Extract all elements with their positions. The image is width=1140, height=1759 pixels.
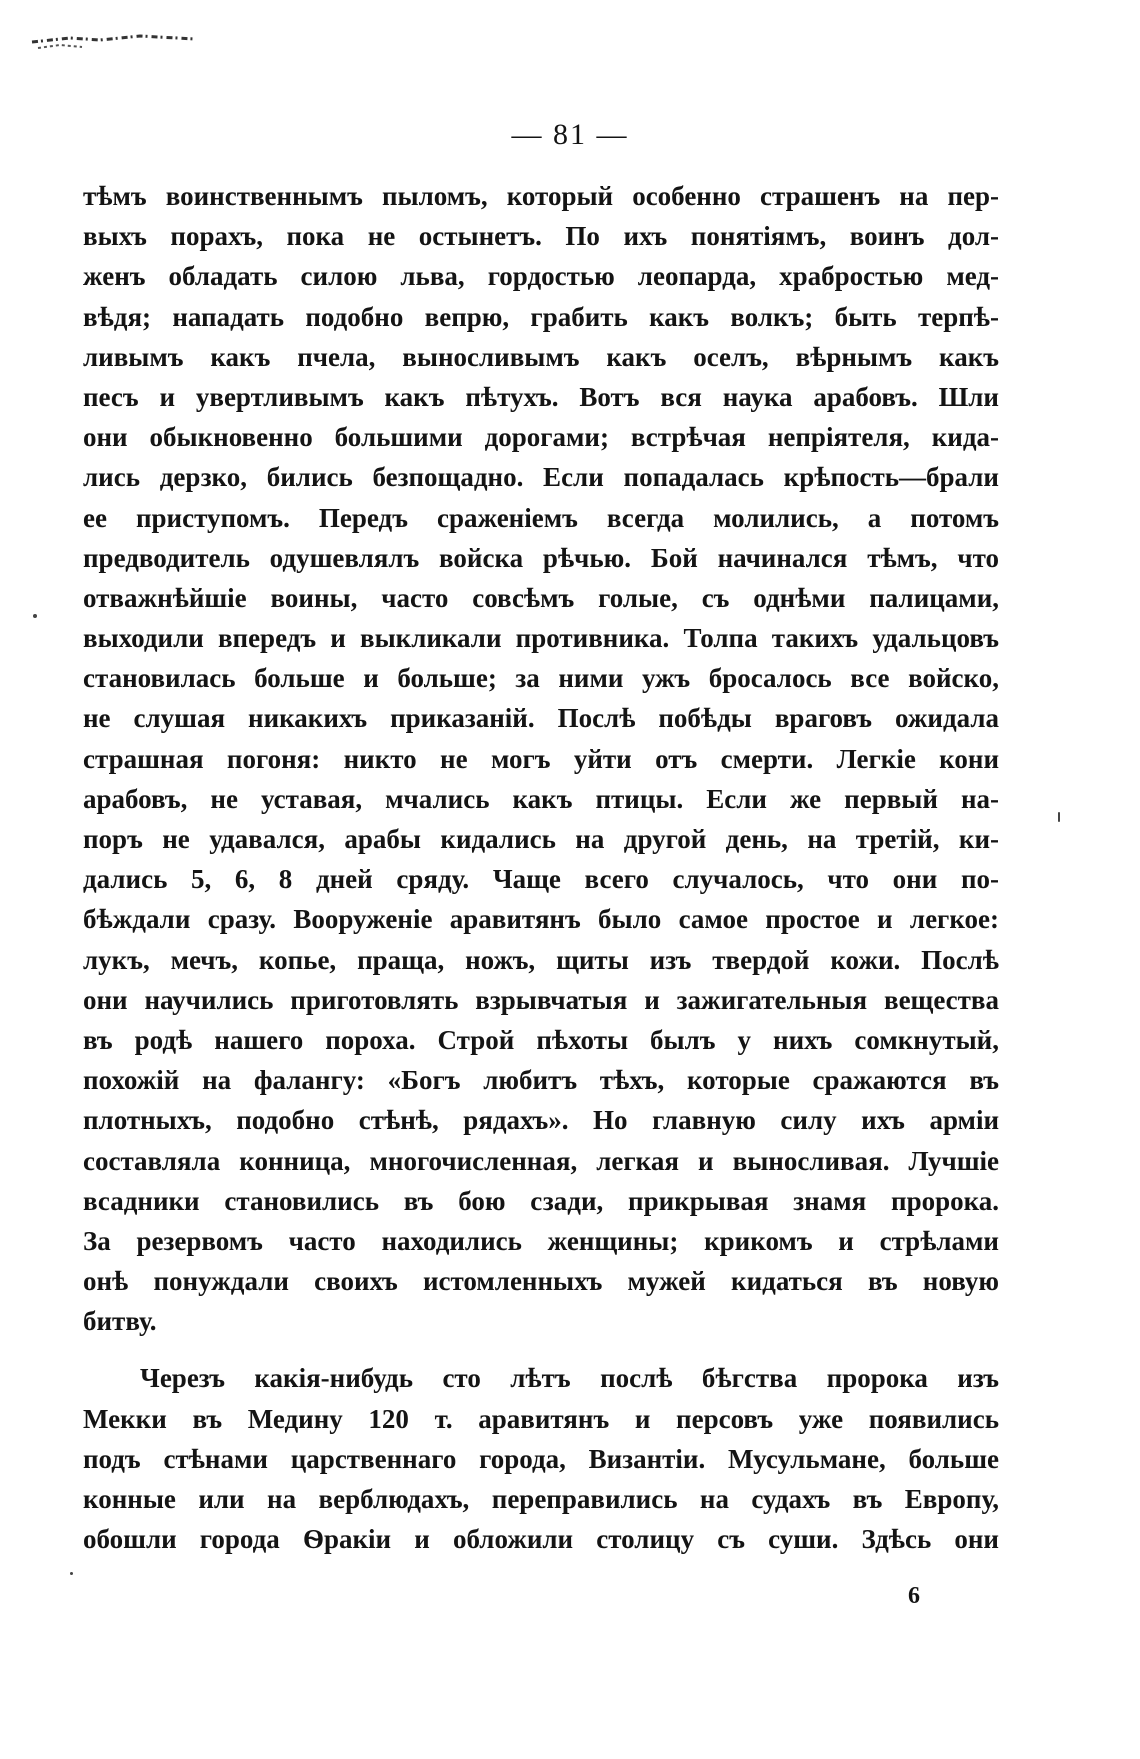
text-line: плотныхъ, подобно стѣнѣ, рядахъ». Но главную силу ихъ армiи (83, 1105, 999, 1136)
text-line: обошли города Ѳракiи и обложили столицу съ суши. Здѣсь они (83, 1524, 999, 1555)
paragraph-gap (83, 1341, 999, 1358)
text-line: Мекки въ Медину 120 т. аравитянъ и персовъ уже появились (83, 1403, 999, 1434)
text-line: предводитель одушевлялъ войска рѣчью. Бой начинался тѣмъ, что (83, 542, 999, 573)
text-line: песъ и увертливымъ какъ пѣтухъ. Вотъ вся наука арабовъ. Шли (83, 381, 999, 412)
text-line: вѣдя; нападать подобно вепрю, грабить какъ волкъ; быть терпѣ- (83, 301, 999, 332)
text-line: выхъ порахъ, пока не остынетъ. По ихъ понятiямъ, воинъ дол- (83, 221, 999, 252)
text-line: арабовъ, не уставая, мчались какъ птицы. Если же первый на- (83, 783, 999, 814)
text-line: лись дерзко, бились безпощадно. Если попадалась крѣпость—брали (83, 462, 999, 493)
text-line: женъ обладать силою льва, гордостью леопарда, храбростью мед- (83, 261, 999, 292)
text-line: всадники становились въ бою сзади, прикрывая знамя пророка. (83, 1185, 999, 1216)
text-line: бѣждали сразу. Вооруженiе аравитянъ было самое простое и легкое: (83, 904, 999, 935)
text-line: составляла конница, многочисленная, легкая и выносливая. Лучшiе (83, 1145, 999, 1176)
text-line: ее приступомъ. Передъ сраженiемъ всегда молились, а потомъ (83, 502, 999, 533)
text-line: ливымъ какъ пчела, выносливымъ какъ оселъ, вѣрнымъ какъ (83, 341, 999, 372)
text-line: За резервомъ часто находились женщины; крикомъ и стрѣлами (83, 1225, 999, 1256)
signature-mark: 6 (908, 1583, 920, 1609)
text-line: лукъ, мечъ, копье, праща, ножъ, щиты изъ твердой кожи. Послѣ (83, 944, 999, 975)
text-line: тѣмъ воинственнымъ пыломъ, который особенно страшенъ на пер- (83, 181, 999, 211)
paragraph (83, 176, 999, 1341)
text-line: конные или на верблюдахъ, переправились на судахъ въ Европу, (83, 1484, 999, 1514)
text-line: отважнѣйшiе воины, часто совсѣмъ голые, съ однѣми палицами, (83, 582, 999, 613)
text-line: они обыкновенно большими дорогами; встрѣчая непрiятеля, кида- (83, 422, 999, 453)
text-line: поръ не удавался, арабы кидались на другой день, на третiй, ки- (83, 824, 999, 854)
margin-speck (1058, 812, 1060, 822)
text-line: Черезъ какiя-нибудь сто лѣтъ послѣ бѣгства пророка изъ (140, 1363, 999, 1394)
text-line: дались 5, 6, 8 дней сряду. Чаще всего случалось, что они по- (83, 864, 999, 895)
text-line: битву. (83, 1306, 157, 1337)
text-line: онѣ понуждали своихъ истомленныхъ мужей кидаться въ новую (83, 1266, 999, 1297)
text-line: подъ стѣнами царственнаго города, Византiи. Мусульмане, больше (83, 1443, 999, 1474)
margin-speck (33, 614, 37, 618)
text-line: становилась больше и больше; за ними ужъ бросалось все войско, (83, 663, 999, 694)
text-line: похожiй на фалангу: «Богъ любитъ тѣхъ, которые сражаются въ (83, 1065, 999, 1096)
text-line: выходили впередъ и выкликали противника. Толпа такихъ удальцовъ (83, 623, 999, 654)
text-line: страшная погоня: никто не могъ уйти отъ смерти. Легкiе кони (83, 743, 999, 774)
scan-smudge-mark (30, 32, 200, 54)
body-text (83, 176, 999, 1559)
page-number: — 81 — (511, 118, 629, 151)
text-line: они научились приготовлять взрывчатыя и зажигательныя вещества (83, 984, 999, 1015)
paragraph (83, 1358, 999, 1559)
margin-speck (70, 1572, 73, 1575)
text-line: въ родѣ нашего пороха. Строй пѣхоты былъ у нихъ сомкнутый, (83, 1024, 999, 1055)
text-line: не слушая никакихъ приказанiй. Послѣ побѣды враговъ ожидала (83, 703, 999, 734)
